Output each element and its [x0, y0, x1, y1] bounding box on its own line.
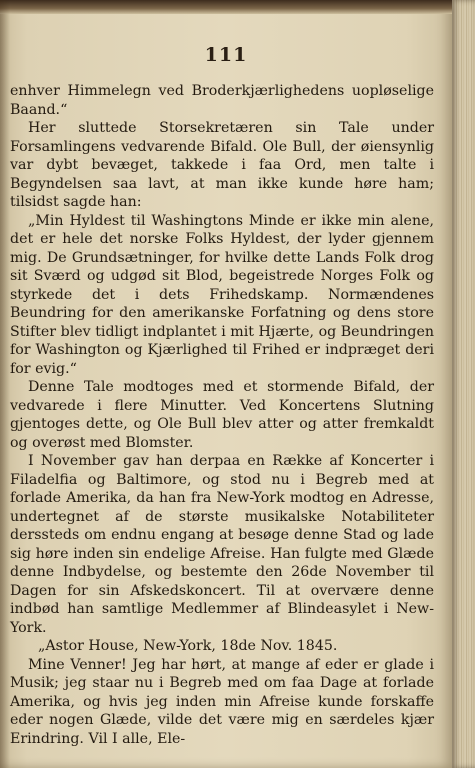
paragraph: „Min Hyldest til Washingtons Minde er ikke min alene, det er hele det norske Folks Hyldest, der lyder gjennem mig. De Grundsætninger, for hvilke dette Lands Folk drog sit Sværd og udgød sit Blod, begeistrede Norges Folk og styrkede det i dets Frihedskamp. Normændenes Beundring for den amerikanske Forfatning og dens store Stifter blev tidligt indplantet i mit Hjærte, og Beundringen for Washington og Kjærlighed til Frihed er indpræget deri for evig.“	[10, 212, 434, 377]
paragraph: Denne Tale modtoges med et stormende Bifald, der vedvarede i flere Minutter. Ved Koncertens Slutning gjentoges dette, og Ole Bull blev atter og atter fremkaldt og overøst med Blomster.	[10, 379, 434, 451]
page-number: 111	[204, 44, 248, 66]
paragraph: Mine Venner! Jeg har hørt, at mange af eder er glade i Musik; jeg staar nu i Begreb med om faa Dage at forlade Amerika, og hvis jeg inden min Afreise kunde forskaffe eder nogen Glæde, vilde det være mig en særdeles kjær Erindring. Vil I alle, Ele-	[10, 656, 434, 747]
paragraph: enhver Himmelegn ved Broderkjærlighedens uopløselige Baand.“	[10, 83, 434, 118]
gutter-shadow	[0, 0, 10, 768]
letter-heading: „Astor House, New-York, 18de Nov. 1845.	[38, 638, 338, 654]
page-top-edge	[0, 0, 452, 14]
body-text	[10, 82, 434, 748]
paragraph: I November gav han derpaa en Række af Koncerter i Filadelfia og Baltimore, og stod nu i Begreb med at forlade Amerika, da han fra New-York modtog en Adresse, undertegnet af de største musikalske Notabiliteter derssteds om endnu engang at besøge denne Stad og lade sig høre inden sin endelige Afreise. Han fulgte med Glæde denne Indbydelse, og bestemte den 26de November til Dagen for sin Afskedskoncert. Til at overvære denne indbød han samtlige Medlemmer af Blindeasylet i New-York.	[10, 453, 434, 636]
page-edges	[452, 0, 475, 768]
paragraph: Her sluttede Storsekretæren sin Tale under Forsamlingens vedvarende Bifald. Ole Bull, der øiensynlig var dybt bevæget, takkede i faa Ord, men talte i Begyndelsen saa lavt, at man ikke kunde høre ham; tilsidst sagde han:	[10, 120, 434, 210]
